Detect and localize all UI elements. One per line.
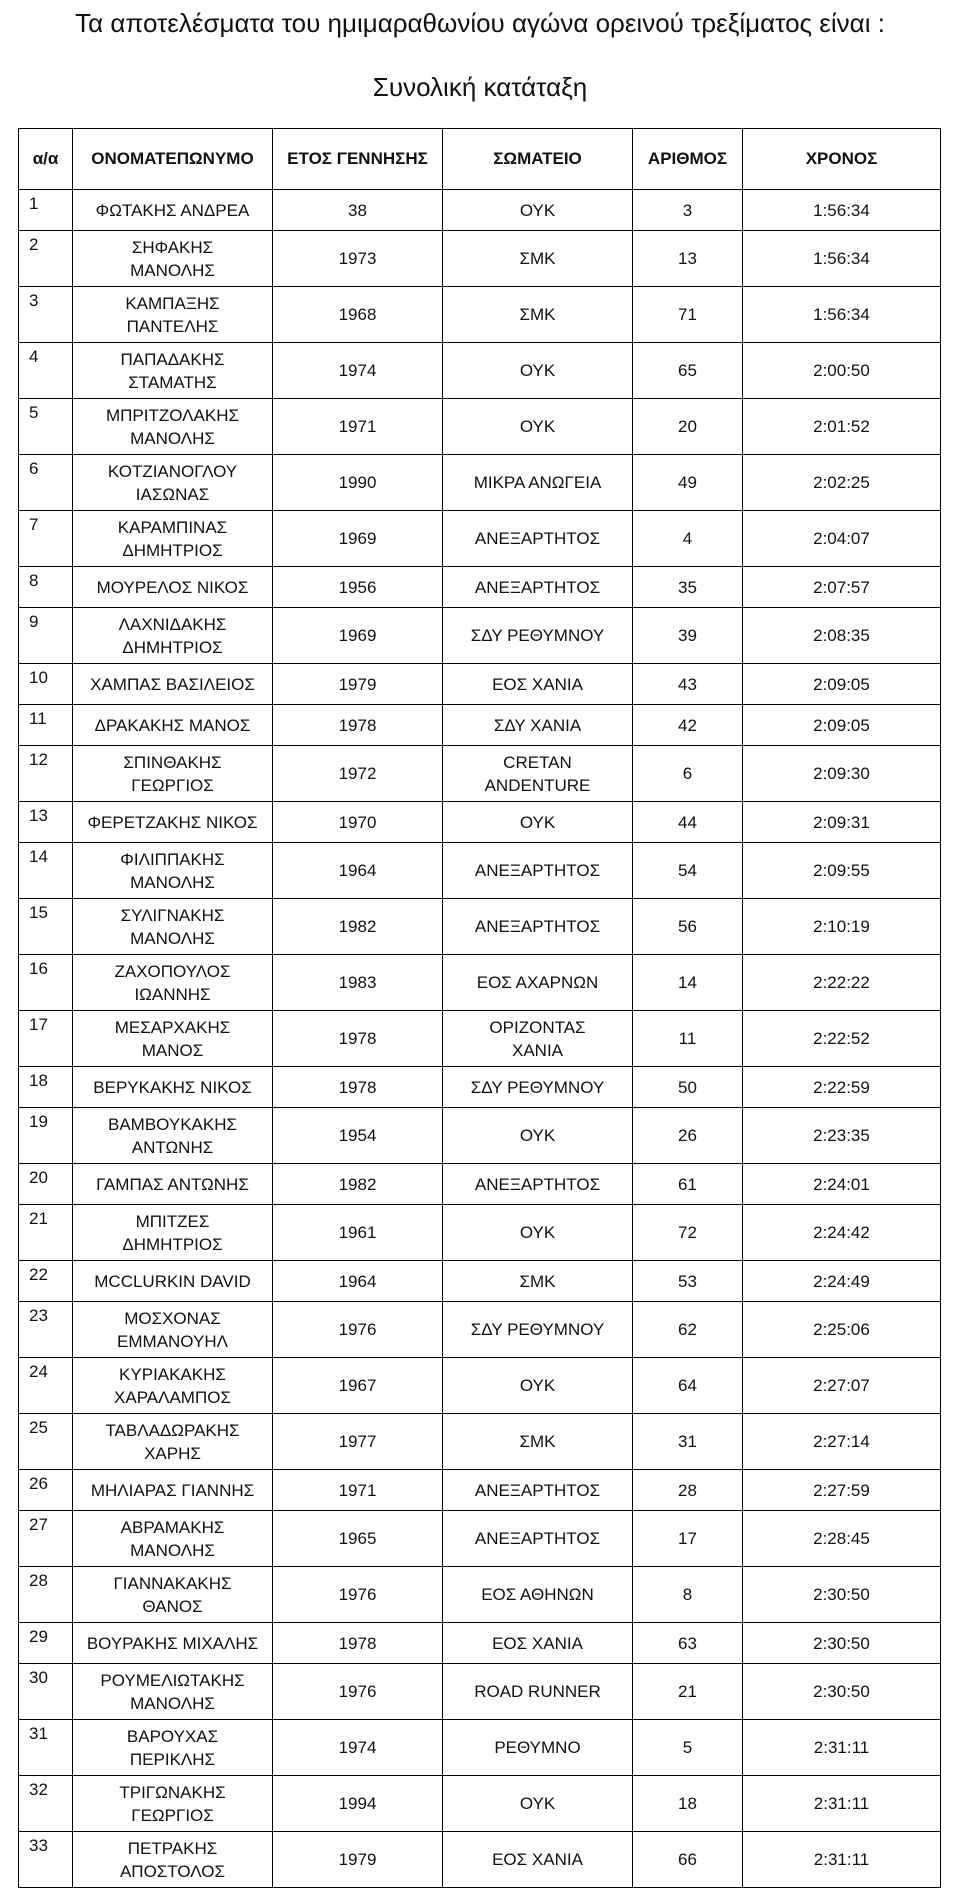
cell-name: ΖΑΧΟΠΟΥΛΟΣ ΙΩΑΝΝΗΣ — [73, 955, 273, 1011]
cell-time: 2:27:59 — [743, 1470, 941, 1511]
cell-club: ΕΟΣ ΧΑΝΙΑ — [443, 1832, 633, 1888]
cell-club: ROAD RUNNER — [443, 1664, 633, 1720]
cell-club: ΟΥΚ — [443, 399, 633, 455]
table-row — [19, 1011, 941, 1067]
table-row — [19, 1358, 941, 1414]
cell-name: ΚΥΡΙΑΚΑΚΗΣ ΧΑΡΑΛΑΜΠΟΣ — [73, 1358, 273, 1414]
cell-time: 2:09:31 — [743, 802, 941, 843]
cell-time: 1:56:34 — [743, 231, 941, 287]
cell-position: 8 — [19, 567, 73, 608]
cell-position: 5 — [19, 399, 73, 455]
cell-club: ΟΥΚ — [443, 802, 633, 843]
cell-club: ΟΥΚ — [443, 1776, 633, 1832]
cell-birth-year: 1970 — [273, 802, 443, 843]
cell-bib-number: 11 — [633, 1011, 743, 1067]
cell-club: ΣΔΥ ΡΕΘΥΜΝΟΥ — [443, 608, 633, 664]
cell-position: 17 — [19, 1011, 73, 1067]
cell-birth-year: 1979 — [273, 664, 443, 705]
table-row — [19, 1664, 941, 1720]
cell-bib-number: 63 — [633, 1623, 743, 1664]
cell-time: 2:30:50 — [743, 1623, 941, 1664]
cell-club: ΣΔΥ ΧΑΝΙΑ — [443, 705, 633, 746]
cell-time: 2:09:05 — [743, 664, 941, 705]
table-row — [19, 455, 941, 511]
cell-birth-year: 1976 — [273, 1302, 443, 1358]
cell-bib-number: 4 — [633, 511, 743, 567]
cell-time: 2:24:42 — [743, 1205, 941, 1261]
cell-club: ΕΟΣ ΑΧΑΡΝΩΝ — [443, 955, 633, 1011]
cell-time: 2:22:22 — [743, 955, 941, 1011]
cell-name: ΒΑΡΟΥΧΑΣ ΠΕΡΙΚΛΗΣ — [73, 1720, 273, 1776]
cell-club: ΟΥΚ — [443, 1108, 633, 1164]
cell-position: 31 — [19, 1720, 73, 1776]
cell-position: 21 — [19, 1205, 73, 1261]
cell-position: 30 — [19, 1664, 73, 1720]
cell-position: 18 — [19, 1067, 73, 1108]
cell-time: 2:27:07 — [743, 1358, 941, 1414]
table-row — [19, 1108, 941, 1164]
results-table — [18, 128, 941, 1888]
cell-bib-number: 17 — [633, 1511, 743, 1567]
cell-club: ΑΝΕΞΑΡΤΗΤΟΣ — [443, 1164, 633, 1205]
cell-birth-year: 38 — [273, 190, 443, 231]
cell-club: ΣΔΥ ΡΕΘΥΜΝΟΥ — [443, 1302, 633, 1358]
cell-name: ΜΟΣΧΟΝΑΣ ΕΜΜΑΝΟΥΗΛ — [73, 1302, 273, 1358]
cell-bib-number: 56 — [633, 899, 743, 955]
cell-position: 12 — [19, 746, 73, 802]
cell-position: 29 — [19, 1623, 73, 1664]
cell-club: ΑΝΕΞΑΡΤΗΤΟΣ — [443, 1511, 633, 1567]
cell-position: 32 — [19, 1776, 73, 1832]
table-row — [19, 1470, 941, 1511]
cell-name: ΔΡΑΚΑΚΗΣ ΜΑΝΟΣ — [73, 705, 273, 746]
cell-position: 10 — [19, 664, 73, 705]
cell-name: ΠΕΤΡΑΚΗΣ ΑΠΟΣΤΟΛΟΣ — [73, 1832, 273, 1888]
table-row — [19, 231, 941, 287]
cell-position: 25 — [19, 1414, 73, 1470]
header-club: ΣΩΜΑΤΕΙΟ — [443, 129, 633, 190]
cell-name: ΦΩΤΑΚΗΣ ΑΝΔΡΕΑ — [73, 190, 273, 231]
cell-birth-year: 1978 — [273, 1067, 443, 1108]
cell-club: ΕΟΣ ΑΘΗΝΩΝ — [443, 1567, 633, 1623]
cell-time: 2:22:52 — [743, 1011, 941, 1067]
cell-position: 19 — [19, 1108, 73, 1164]
cell-birth-year: 1965 — [273, 1511, 443, 1567]
cell-time: 1:56:34 — [743, 287, 941, 343]
cell-name: ΦΙΛΙΠΠΑΚΗΣ ΜΑΝΟΛΗΣ — [73, 843, 273, 899]
cell-club: ΣΜΚ — [443, 231, 633, 287]
cell-name: ΚΑΜΠΑΞΗΣ ΠΑΝΤΕΛΗΣ — [73, 287, 273, 343]
header-position: α/α — [19, 129, 73, 190]
cell-bib-number: 50 — [633, 1067, 743, 1108]
cell-birth-year: 1982 — [273, 1164, 443, 1205]
cell-time: 2:08:35 — [743, 608, 941, 664]
cell-bib-number: 49 — [633, 455, 743, 511]
table-row — [19, 1164, 941, 1205]
cell-bib-number: 13 — [633, 231, 743, 287]
cell-club: ΣΜΚ — [443, 1414, 633, 1470]
cell-birth-year: 1968 — [273, 287, 443, 343]
cell-position: 27 — [19, 1511, 73, 1567]
cell-club: ΑΝΕΞΑΡΤΗΤΟΣ — [443, 899, 633, 955]
cell-name: ΒΑΜΒΟΥΚΑΚΗΣ ΑΝΤΩΝΗΣ — [73, 1108, 273, 1164]
cell-time: 2:02:25 — [743, 455, 941, 511]
cell-bib-number: 26 — [633, 1108, 743, 1164]
cell-bib-number: 72 — [633, 1205, 743, 1261]
cell-bib-number: 31 — [633, 1414, 743, 1470]
table-row — [19, 955, 941, 1011]
cell-name: ΤΑΒΛΑΔΩΡΑΚΗΣ ΧΑΡΗΣ — [73, 1414, 273, 1470]
cell-bib-number: 42 — [633, 705, 743, 746]
cell-birth-year: 1977 — [273, 1414, 443, 1470]
cell-name: ΜΕΣΑΡΧΑΚΗΣ ΜΑΝΟΣ — [73, 1011, 273, 1067]
cell-time: 2:00:50 — [743, 343, 941, 399]
cell-birth-year: 1976 — [273, 1664, 443, 1720]
document-title: Τα αποτελέσματα του ημιμαραθωνίου αγώνα ορεινού τρεξίματος είναι : — [75, 8, 885, 38]
table-row — [19, 1832, 941, 1888]
cell-position: 11 — [19, 705, 73, 746]
cell-club: ΟΥΚ — [443, 190, 633, 231]
cell-club: ΡΕΘΥΜΝΟ — [443, 1720, 633, 1776]
cell-birth-year: 1974 — [273, 343, 443, 399]
table-row — [19, 705, 941, 746]
cell-bib-number: 65 — [633, 343, 743, 399]
cell-birth-year: 1978 — [273, 1623, 443, 1664]
cell-position: 22 — [19, 1261, 73, 1302]
cell-position: 6 — [19, 455, 73, 511]
table-row — [19, 899, 941, 955]
cell-birth-year: 1974 — [273, 1720, 443, 1776]
cell-birth-year: 1978 — [273, 705, 443, 746]
cell-bib-number: 6 — [633, 746, 743, 802]
cell-birth-year: 1973 — [273, 231, 443, 287]
cell-time: 2:28:45 — [743, 1511, 941, 1567]
cell-name: ΤΡΙΓΩΝΑΚΗΣ ΓΕΩΡΓΙΟΣ — [73, 1776, 273, 1832]
table-row — [19, 343, 941, 399]
table-row — [19, 1261, 941, 1302]
cell-name: ΒΕΡΥΚΑΚΗΣ ΝΙΚΟΣ — [73, 1067, 273, 1108]
cell-name: ΜΗΛΙΑΡΑΣ ΓΙΑΝΝΗΣ — [73, 1470, 273, 1511]
cell-birth-year: 1964 — [273, 1261, 443, 1302]
cell-time: 2:30:50 — [743, 1567, 941, 1623]
cell-position: 16 — [19, 955, 73, 1011]
cell-time: 2:27:14 — [743, 1414, 941, 1470]
cell-club: ΑΝΕΞΑΡΤΗΤΟΣ — [443, 511, 633, 567]
cell-bib-number: 3 — [633, 190, 743, 231]
cell-position: 20 — [19, 1164, 73, 1205]
table-row — [19, 1776, 941, 1832]
cell-position: 24 — [19, 1358, 73, 1414]
cell-position: 1 — [19, 190, 73, 231]
cell-bib-number: 54 — [633, 843, 743, 899]
table-row — [19, 511, 941, 567]
table-row — [19, 1302, 941, 1358]
cell-name: ΒΟΥΡΑΚΗΣ ΜΙΧΑΛΗΣ — [73, 1623, 273, 1664]
cell-birth-year: 1982 — [273, 899, 443, 955]
cell-bib-number: 39 — [633, 608, 743, 664]
cell-club: ΑΝΕΞΑΡΤΗΤΟΣ — [443, 1470, 633, 1511]
table-row — [19, 1414, 941, 1470]
table-row — [19, 1567, 941, 1623]
cell-club: ΑΝΕΞΑΡΤΗΤΟΣ — [443, 843, 633, 899]
cell-name: ΚΟΤΖΙΑΝΟΓΛΟΥ ΙΑΣΩΝΑΣ — [73, 455, 273, 511]
cell-time: 2:31:11 — [743, 1832, 941, 1888]
cell-birth-year: 1978 — [273, 1011, 443, 1067]
cell-birth-year: 1971 — [273, 399, 443, 455]
cell-position: 2 — [19, 231, 73, 287]
table-row — [19, 664, 941, 705]
cell-club: ΜΙΚΡΑ ΑΝΩΓΕΙΑ — [443, 455, 633, 511]
cell-time: 2:31:11 — [743, 1720, 941, 1776]
cell-name: ΜΟΥΡΕΛΟΣ ΝΙΚΟΣ — [73, 567, 273, 608]
cell-name: ΛΑΧΝΙΔΑΚΗΣ ΔΗΜΗΤΡΙΟΣ — [73, 608, 273, 664]
cell-name: ΣΗΦΑΚΗΣ ΜΑΝΟΛΗΣ — [73, 231, 273, 287]
cell-name: ΓΙΑΝΝΑΚΑΚΗΣ ΘΑΝΟΣ — [73, 1567, 273, 1623]
cell-name: ΣΥΛΙΓΝΑΚΗΣ ΜΑΝΟΛΗΣ — [73, 899, 273, 955]
cell-birth-year: 1969 — [273, 511, 443, 567]
cell-bib-number: 21 — [633, 1664, 743, 1720]
table-row — [19, 802, 941, 843]
cell-bib-number: 20 — [633, 399, 743, 455]
cell-time: 2:24:01 — [743, 1164, 941, 1205]
cell-name: ΑΒΡΑΜΑΚΗΣ ΜΑΝΟΛΗΣ — [73, 1511, 273, 1567]
cell-position: 13 — [19, 802, 73, 843]
cell-birth-year: 1956 — [273, 567, 443, 608]
cell-name: ΠΑΠΑΔΑΚΗΣ ΣΤΑΜΑΤΗΣ — [73, 343, 273, 399]
cell-bib-number: 44 — [633, 802, 743, 843]
cell-bib-number: 18 — [633, 1776, 743, 1832]
cell-position: 3 — [19, 287, 73, 343]
cell-name: ΡΟΥΜΕΛΙΩΤΑΚΗΣ ΜΑΝΟΛΗΣ — [73, 1664, 273, 1720]
table-row — [19, 399, 941, 455]
cell-time: 2:09:30 — [743, 746, 941, 802]
table-row — [19, 1067, 941, 1108]
cell-club: ΑΝΕΞΑΡΤΗΤΟΣ — [443, 567, 633, 608]
cell-time: 2:30:50 — [743, 1664, 941, 1720]
cell-birth-year: 1954 — [273, 1108, 443, 1164]
cell-bib-number: 35 — [633, 567, 743, 608]
header-bib-number: ΑΡΙΘΜΟΣ — [633, 129, 743, 190]
table-row — [19, 1720, 941, 1776]
document-subtitle: Συνολική κατάταξη — [372, 72, 588, 102]
cell-position: 28 — [19, 1567, 73, 1623]
cell-birth-year: 1976 — [273, 1567, 443, 1623]
cell-bib-number: 28 — [633, 1470, 743, 1511]
header-name: ΟΝΟΜΑΤΕΠΩΝΥΜΟ — [73, 129, 273, 190]
cell-club: ΟΥΚ — [443, 1205, 633, 1261]
cell-club: ΟΡΙΖΟΝΤΑΣ ΧΑΝΙΑ — [443, 1011, 633, 1067]
cell-club: CRETAN ANDENTURE — [443, 746, 633, 802]
cell-name: ΜΠΡΙΤΖΟΛΑΚΗΣ ΜΑΝΟΛΗΣ — [73, 399, 273, 455]
cell-time: 2:01:52 — [743, 399, 941, 455]
cell-time: 2:24:49 — [743, 1261, 941, 1302]
cell-club: ΟΥΚ — [443, 1358, 633, 1414]
cell-birth-year: 1961 — [273, 1205, 443, 1261]
table-row — [19, 608, 941, 664]
cell-bib-number: 53 — [633, 1261, 743, 1302]
cell-birth-year: 1972 — [273, 746, 443, 802]
cell-bib-number: 66 — [633, 1832, 743, 1888]
cell-time: 2:07:57 — [743, 567, 941, 608]
cell-position: 7 — [19, 511, 73, 567]
cell-club: ΟΥΚ — [443, 343, 633, 399]
cell-club: ΣΔΥ ΡΕΘΥΜΝΟΥ — [443, 1067, 633, 1108]
cell-club: ΣΜΚ — [443, 287, 633, 343]
cell-bib-number: 14 — [633, 955, 743, 1011]
table-row — [19, 1623, 941, 1664]
table-row — [19, 1205, 941, 1261]
cell-bib-number: 64 — [633, 1358, 743, 1414]
cell-bib-number: 71 — [633, 287, 743, 343]
cell-position: 14 — [19, 843, 73, 899]
table-row — [19, 567, 941, 608]
cell-birth-year: 1979 — [273, 1832, 443, 1888]
cell-time: 1:56:34 — [743, 190, 941, 231]
header-row — [19, 129, 941, 190]
cell-bib-number: 5 — [633, 1720, 743, 1776]
cell-time: 2:25:06 — [743, 1302, 941, 1358]
header-birth-year: ΕΤΟΣ ΓΕΝΝΗΣΗΣ — [273, 129, 443, 190]
cell-bib-number: 62 — [633, 1302, 743, 1358]
table-row — [19, 287, 941, 343]
cell-position: 15 — [19, 899, 73, 955]
cell-birth-year: 1969 — [273, 608, 443, 664]
cell-position: 23 — [19, 1302, 73, 1358]
cell-position: 9 — [19, 608, 73, 664]
cell-birth-year: 1994 — [273, 1776, 443, 1832]
cell-time: 2:09:55 — [743, 843, 941, 899]
cell-time: 2:22:59 — [743, 1067, 941, 1108]
cell-birth-year: 1967 — [273, 1358, 443, 1414]
cell-time: 2:23:35 — [743, 1108, 941, 1164]
cell-position: 33 — [19, 1832, 73, 1888]
cell-time: 2:09:05 — [743, 705, 941, 746]
cell-name: ΚΑΡΑΜΠΙΝΑΣ ΔΗΜΗΤΡΙΟΣ — [73, 511, 273, 567]
table-row — [19, 746, 941, 802]
cell-bib-number: 61 — [633, 1164, 743, 1205]
table-row — [19, 1511, 941, 1567]
cell-time: 2:04:07 — [743, 511, 941, 567]
cell-time: 2:31:11 — [743, 1776, 941, 1832]
cell-time: 2:10:19 — [743, 899, 941, 955]
cell-name: ΦΕΡΕΤΖΑΚΗΣ ΝΙΚΟΣ — [73, 802, 273, 843]
cell-bib-number: 8 — [633, 1567, 743, 1623]
results-body — [19, 190, 941, 1888]
cell-birth-year: 1971 — [273, 1470, 443, 1511]
cell-name: ΓΑΜΠΑΣ ΑΝΤΩΝΗΣ — [73, 1164, 273, 1205]
table-row — [19, 190, 941, 231]
cell-club: ΣΜΚ — [443, 1261, 633, 1302]
cell-birth-year: 1964 — [273, 843, 443, 899]
cell-birth-year: 1990 — [273, 455, 443, 511]
header-time: ΧΡΟΝΟΣ — [743, 129, 941, 190]
cell-position: 4 — [19, 343, 73, 399]
cell-club: ΕΟΣ ΧΑΝΙΑ — [443, 1623, 633, 1664]
cell-club: ΕΟΣ ΧΑΝΙΑ — [443, 664, 633, 705]
cell-birth-year: 1983 — [273, 955, 443, 1011]
table-row — [19, 843, 941, 899]
cell-bib-number: 43 — [633, 664, 743, 705]
cell-name: ΧΑΜΠΑΣ ΒΑΣΙΛΕΙΟΣ — [73, 664, 273, 705]
cell-position: 26 — [19, 1470, 73, 1511]
cell-name: ΣΠΙΝΘΑΚΗΣ ΓΕΩΡΓΙΟΣ — [73, 746, 273, 802]
cell-name: ΜΠΙΤΖΕΣ ΔΗΜΗΤΡΙΟΣ — [73, 1205, 273, 1261]
cell-name: MCCLURKIN DAVID — [73, 1261, 273, 1302]
